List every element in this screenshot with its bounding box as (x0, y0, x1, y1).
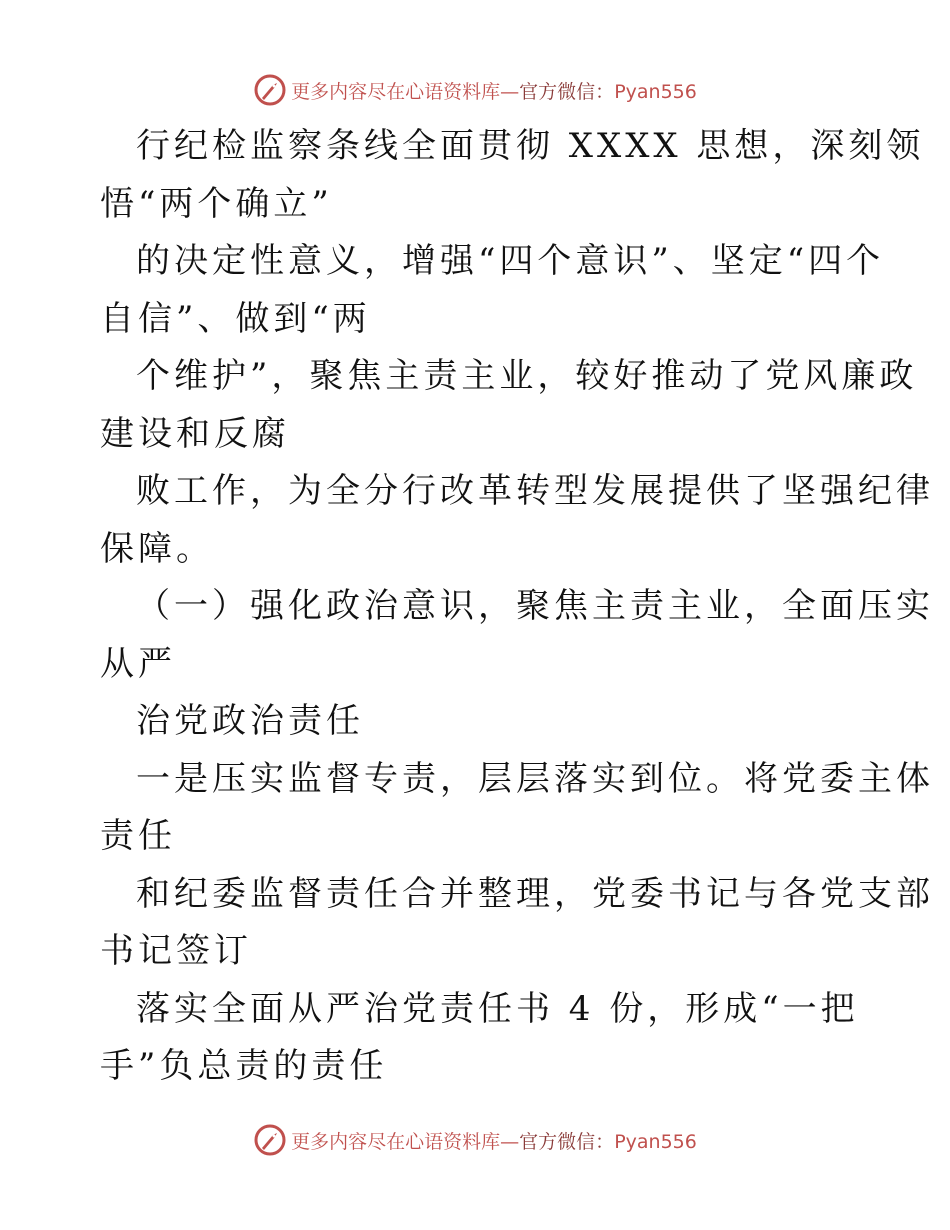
pen-nib-logo-icon (253, 73, 287, 107)
body-line: 和纪委监督责任合并整理，党委书记与各党支部 (136, 873, 934, 914)
footer-watermark-banner (0, 1120, 950, 1160)
body-line: 书记签订 (100, 931, 252, 971)
body-line: 的决定性意义，增强“四个意识”、坚定“四个 (136, 241, 885, 281)
watermark-text (291, 1127, 697, 1154)
watermark-wechat-id: Pyan556 (614, 80, 697, 103)
body-line: 败工作，为全分行改革转型发展提供了坚强纪律 (136, 471, 934, 511)
document-body (100, 118, 934, 1096)
section-heading-line: 从严 (100, 643, 176, 684)
body-line: 责任 (100, 816, 176, 856)
watermark-main-text: 更多内容尽在心语资料库 (291, 80, 501, 103)
watermark-official-text: 官方微信： (519, 80, 615, 103)
watermark-separator: — (500, 80, 520, 103)
body-line: 手”负总责的责任 (100, 1046, 388, 1086)
watermark-wechat-id: Pyan556 (614, 1130, 697, 1153)
body-line: 自信”、做到“两 (100, 298, 371, 339)
body-line: 个维护”，聚焦主责主业，较好推动了党风廉政 (136, 356, 918, 396)
watermark-separator: — (500, 1130, 520, 1153)
body-line: 保障。 (100, 528, 214, 569)
body-line: 行纪检监察条线全面贯彻 XXXX 思想，深刻领 (136, 126, 925, 166)
section-heading-line: （一）强化政治意识，聚焦主责主业，全面压实 (136, 586, 934, 626)
body-line: 一是压实监督专责，层层落实到位。将党委主体 (136, 758, 934, 799)
body-line: 建设和反腐 (100, 413, 290, 454)
body-line: 悟“两个确立” (100, 183, 333, 224)
watermark-main-text: 更多内容尽在心语资料库 (291, 1130, 501, 1153)
watermark-text (291, 77, 697, 104)
section-heading-line: 治党政治责任 (136, 701, 364, 741)
body-line: 落实全面从严治党责任书 4 份，形成“一把 (136, 988, 859, 1029)
watermark-official-text: 官方微信： (519, 1130, 615, 1153)
header-watermark-banner (0, 70, 950, 110)
pen-nib-logo-icon (253, 1123, 287, 1157)
